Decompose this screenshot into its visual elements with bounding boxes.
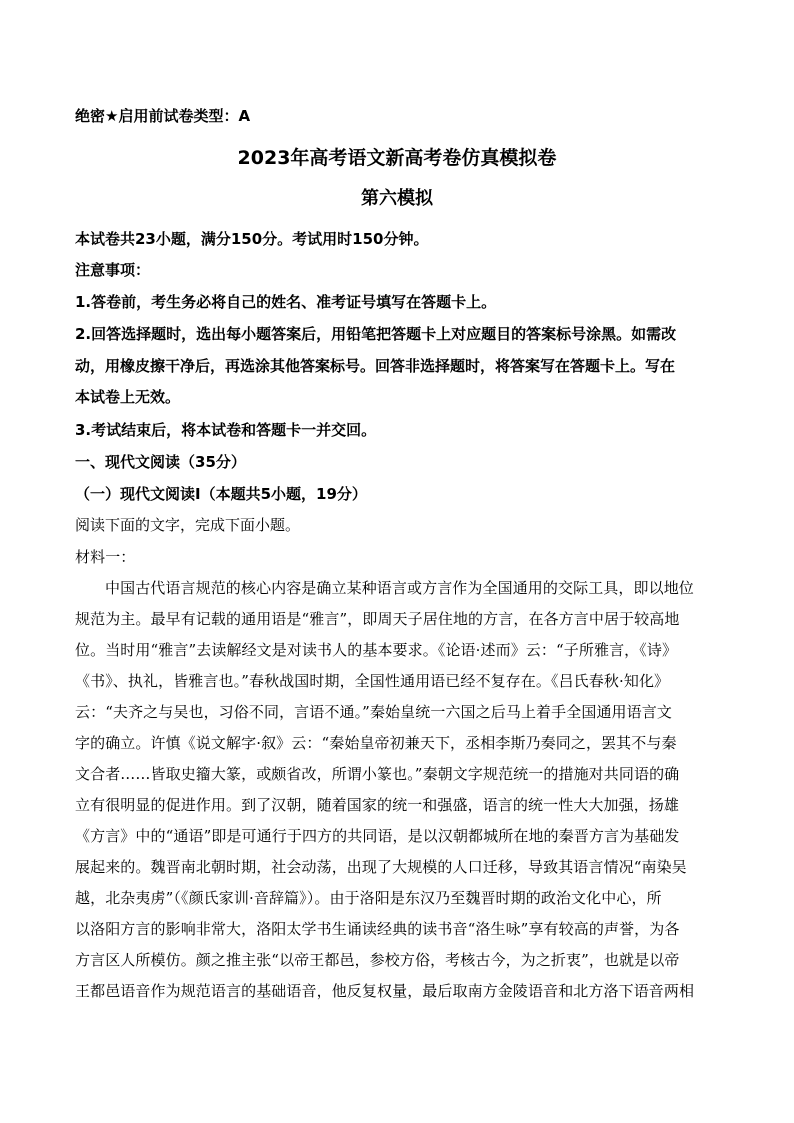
passage-line: 展起来的。魏晋南北朝时期，社会动荡，出现了大规模的人口迁移，导致其语言情况“南染吴 — [75, 858, 687, 876]
passage-line: 立有很明显的促进作用。到了汉朝，随着国家的统一和强盛，语言的统一性大大加强，扬雄 — [75, 796, 680, 814]
note-2-line-2: 动，用橡皮擦干净后，再选涂其他答案标号。回答非选择题时，将答案写在答题卡上。写在 — [75, 357, 676, 375]
passage-line: 字的确立。许慎《说文解字·叙》云：“秦始皇帝初兼天下，丞相李斯乃奏同之，罢其不与秦 — [75, 734, 677, 752]
notes-heading: 注意事项： — [75, 261, 151, 279]
confidential-label: 绝密★启用前试卷类型：A — [75, 107, 251, 125]
passage-line: 云：“夫齐之与吴也，习俗不同，言语不通。”秦始皇统一六国之后马上着手全国通用语言文 — [75, 703, 672, 721]
passage-line: 位。当时用“雅言”去读解经文是对读书人的基本要求。《论语·述而》云：“子所雅言，《诗》 — [75, 641, 678, 659]
material-label: 材料一： — [75, 548, 136, 566]
note-1: 1.答卷前，考生务必将自己的姓名、准考证号填写在答题卡上。 — [75, 293, 497, 311]
passage-line: 越，北杂夷虏”（《颜氏家训·音辞篇》）。由于洛阳是东汉乃至魏晋时期的政治文化中心，所 — [75, 889, 662, 907]
passage-line: 《方言》中的“通语”即是可通行于四方的共同语，是以汉朝都城所在地的秦晋方言为基础发 — [75, 827, 680, 845]
note-3: 3.考试结束后，将本试卷和答题卡一并交回。 — [75, 421, 377, 439]
passage-line: 中国古代语言规范的核心内容是确立某种语言或方言作为全国通用的交际工具，即以地位 — [105, 579, 694, 597]
passage-line: 以洛阳方言的影响非常大，洛阳太学书生诵读经典的读书音“洛生咏”享有较高的声誉，为各 — [75, 920, 680, 938]
passage-line: 王都邑语音作为规范语言的基础语音，他反复权量，最后取南方金陵语音和北方洛下语音两相 — [75, 982, 695, 1000]
exam-info: 本试卷共23小题，满分150分。考试用时150分钟。 — [75, 230, 429, 248]
page-subtitle: 第六模拟 — [361, 188, 433, 209]
section-heading: 一、现代文阅读（35分） — [75, 453, 246, 471]
passage-line: 文合者……皆取史籀大篆，或颇省改，所谓小篆也。”秦朝文字规范统一的措施对共同语的确 — [75, 765, 680, 783]
passage-line: 方言区人所模仿。颜之推主张“以帝王都邑，参校方俗，考核古今，为之折衷”，也就是以帝 — [75, 951, 680, 969]
note-2-line-3: 本试卷上无效。 — [75, 388, 181, 406]
passage-line: 规范为主。最早有记载的通用语是“雅言”，即周天子居住地的方言，在各方言中居于较高地 — [75, 610, 680, 628]
page-title: 2023年高考语文新高考卷仿真模拟卷 — [237, 147, 557, 169]
note-2-line-1: 2.回答选择题时，选出每小题答案后，用铅笔把答题卡上对应题目的答案标号涂黑。如需改 — [75, 325, 677, 343]
section-subheading: （一）现代文阅读Ⅰ（本题共5小题，19分） — [75, 485, 367, 503]
passage-line: 《书》、执礼，皆雅言也。”春秋战国时期，全国性通用语已经不复存在。《吕氏春秋·知化》 — [75, 672, 670, 690]
reading-instruction: 阅读下面的文字，完成下面小题。 — [75, 516, 301, 534]
